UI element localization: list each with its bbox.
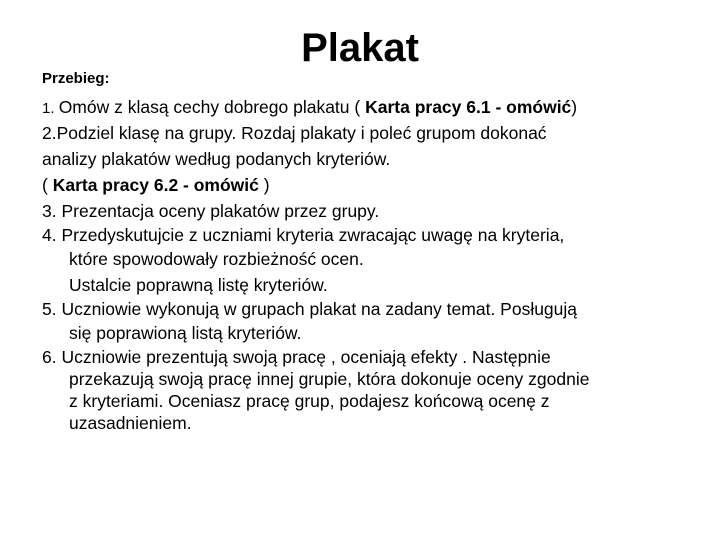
step-3: 3. Prezentacja oceny plakatów przez grupy.: [42, 201, 380, 221]
step-6-cont-2: z kryteriami. Oceniasz pracę grup, podajesz końcową ocenę z: [69, 391, 550, 411]
step-6: 6. Uczniowie prezentują swoją pracę , oceniają efekty . Następnie: [42, 347, 551, 367]
step-5-cont: się poprawioną listą kryteriów.: [69, 323, 302, 343]
step-4-cont: które spowodowały rozbieżność ocen.: [69, 249, 364, 269]
step-1: 1. Omów z klasą cechy dobrego plakatu ( Karta pracy 6.1 - omówić): [42, 97, 578, 117]
step-6-cont-3: uzasadnieniem.: [69, 413, 192, 433]
step-6-cont: przekazują swoją pracę innej grupie, która dokonuje oceny zgodnie: [69, 369, 590, 389]
step-4: 4. Przedyskutujcie z uczniami kryteria zwracając uwagę na kryteria,: [42, 225, 565, 245]
worksheet-ref-6-2: Karta pracy 6.2 - omówić: [52, 175, 259, 195]
step-2-worksheet: ( Karta pracy 6.2 - omówić ): [42, 175, 270, 195]
worksheet-ref-6-1: Karta pracy 6.1 - omówić: [365, 97, 572, 117]
step-5: 5. Uczniowie wykonują w grupach plakat na zadany temat. Posługują: [42, 299, 578, 319]
slide-body: [42, 94, 702, 434]
section-label: Przebieg:: [42, 70, 110, 87]
slide-title: Plakat: [301, 26, 419, 70]
step-2-cont: analizy plakatów według podanych kryteriów.: [42, 149, 391, 169]
step-4-cont-2: Ustalcie poprawną listę kryteriów.: [69, 275, 328, 295]
step-2: 2.Podziel klasę na grupy. Rozdaj plakaty i poleć grupom dokonać: [42, 123, 547, 143]
